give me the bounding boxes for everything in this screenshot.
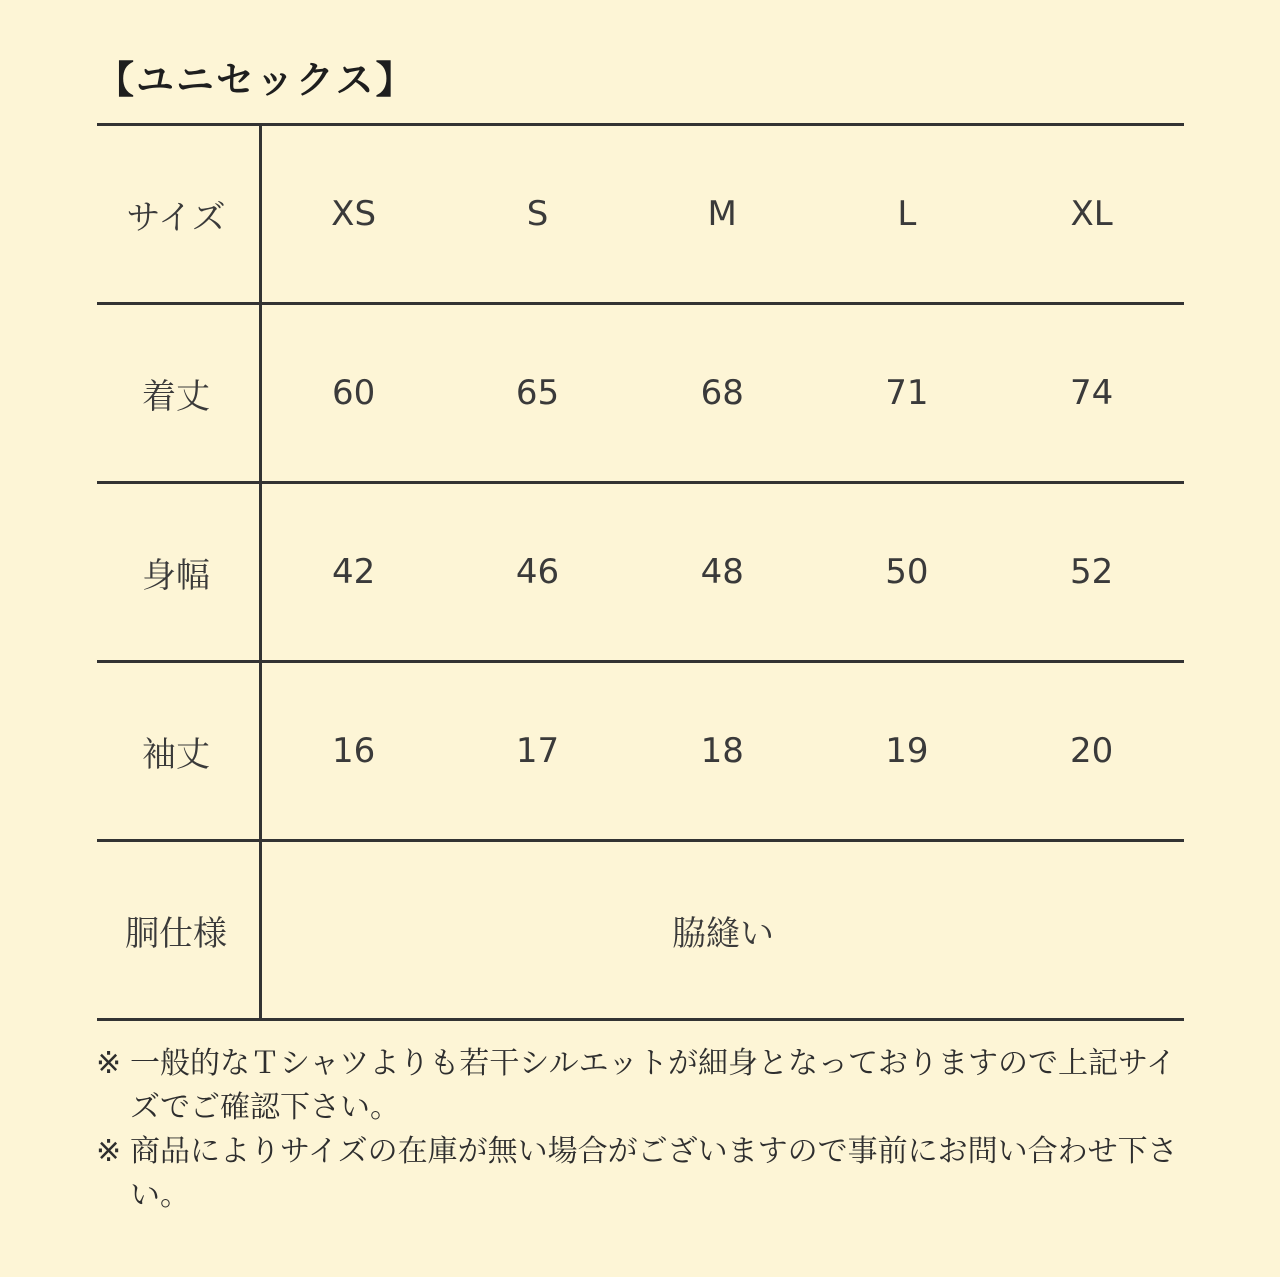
body-spec-value: 脇縫い xyxy=(672,913,774,954)
table-cell: 19 xyxy=(885,731,929,771)
size-table xyxy=(97,123,1184,1021)
size-header-xs: XS xyxy=(331,194,377,234)
note-text: 商品によりサイズの在庫が無い場合がございますので事前にお問い合わせ下さい。 xyxy=(130,1134,1178,1213)
table-row-body-spec xyxy=(97,841,1184,1020)
table-cell: 50 xyxy=(885,552,929,592)
table-cell: 18 xyxy=(700,731,744,771)
table-row-sleeve xyxy=(97,662,1184,841)
note-text: 一般的なＴシャツよりも若干シルエットが細身となっておりますので上記サイズでご確認下さい。 xyxy=(130,1046,1176,1125)
table-cell: 74 xyxy=(1069,373,1114,413)
size-header-label: サイズ xyxy=(97,125,261,304)
table-cell: 48 xyxy=(700,552,744,592)
size-header-xl: XL xyxy=(1070,194,1113,234)
table-header-row xyxy=(97,125,1184,304)
table-cell: 46 xyxy=(515,552,560,592)
notes xyxy=(96,1042,1196,1218)
note-item xyxy=(96,1130,1196,1218)
note-mark: ※ xyxy=(96,1046,122,1081)
table-cell: 20 xyxy=(1069,731,1114,771)
table-row-length xyxy=(97,304,1184,483)
table-row-width xyxy=(97,483,1184,662)
size-header-s: S xyxy=(526,194,549,234)
table-cell: 52 xyxy=(1069,552,1114,592)
page-title: 【ユニセックス】 xyxy=(96,58,416,102)
table-cell: 60 xyxy=(331,373,376,413)
note-item xyxy=(96,1042,1196,1130)
note-mark: ※ xyxy=(96,1134,122,1169)
table-cell: 16 xyxy=(331,731,376,771)
table-cell: 65 xyxy=(515,373,560,413)
row-label-width: 身幅 xyxy=(97,483,261,662)
table-cell: 42 xyxy=(331,552,376,592)
table-cell: 17 xyxy=(515,731,560,771)
table-cell: 68 xyxy=(700,373,744,413)
row-label-body-spec: 胴仕様 xyxy=(97,841,261,1020)
row-label-length: 着丈 xyxy=(97,304,261,483)
size-header-l: L xyxy=(897,194,917,234)
size-header-m: M xyxy=(707,194,737,234)
row-label-sleeve: 袖丈 xyxy=(97,662,261,841)
table-cell: 71 xyxy=(885,373,929,413)
